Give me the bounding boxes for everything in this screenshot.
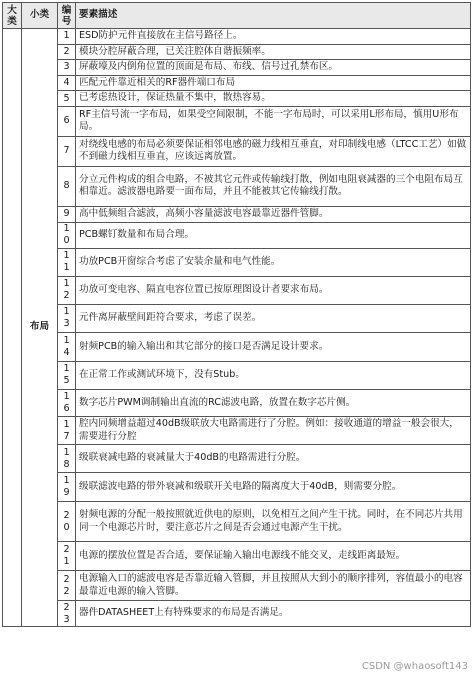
row-description: 匹配元件靠近相关的RF器件端口布局 <box>76 75 471 91</box>
header-minor-category: 小类 <box>22 3 58 29</box>
row-description: PCB螺钉数量和布局合理。 <box>76 222 471 248</box>
major-category-cell <box>3 29 22 627</box>
table-row <box>3 248 471 276</box>
row-description: 射频电源的分配一般按照就近供电的原则，以免相互之间产生干扰。同时，在不同芯片共用同一个电源芯片时，要注意芯片之间是否会通过电源产生干扰。 <box>76 502 471 542</box>
row-number: 6 <box>58 106 76 136</box>
row-number: 1 9 <box>58 473 76 502</box>
table-row <box>3 601 471 627</box>
row-description: 腔内同频增益超过40dB级联放大电路需进行了分腔。例如：接收通道的增益一般会很大，需要进行分腔 <box>76 416 471 444</box>
table-row <box>3 445 471 473</box>
row-number: 1 8 <box>58 445 76 473</box>
table-row <box>3 222 471 248</box>
table-row <box>3 542 471 571</box>
row-number: 9 <box>58 206 76 222</box>
table-row <box>3 416 471 444</box>
table-row <box>3 361 471 389</box>
row-description: 级联滤波电路的带外衰减和级联开关电路的隔离度大于40dB，则需要分腔。 <box>76 473 471 502</box>
table-row <box>3 304 471 332</box>
row-number: 7 <box>58 136 76 166</box>
row-number: 2 1 <box>58 542 76 571</box>
table-row <box>3 571 471 601</box>
table-row <box>3 332 471 361</box>
header-description: 要素描述 <box>76 3 471 29</box>
row-description: 功放可变电容、隔直电容位置已按原理图设计者要求布局。 <box>76 276 471 304</box>
layout-checklist-table <box>2 2 471 627</box>
row-number: 1 4 <box>58 332 76 361</box>
row-number: 5 <box>58 91 76 107</box>
table-row <box>3 106 471 136</box>
row-number: 8 <box>58 166 76 206</box>
row-number: 3 <box>58 60 76 76</box>
table-body <box>3 29 471 627</box>
table-header-row <box>3 3 471 29</box>
row-description: 功放PCB开窗综合考虑了安装余量和电气性能。 <box>76 248 471 276</box>
header-major-category: 大 类 <box>3 3 22 29</box>
row-description: 对绕线电感的布局必须要保证相邻电感的磁力线相互垂直，对印制线电感（LTCC工艺）如做不到磁力线相互垂直，应该远离放置。 <box>76 136 471 166</box>
table-row <box>3 75 471 91</box>
row-number: 2 <box>58 44 76 60</box>
table-row <box>3 276 471 304</box>
table-row <box>3 389 471 416</box>
table-row <box>3 91 471 107</box>
row-description: ESD防护元件直接放在主信号路径上。 <box>76 29 471 45</box>
row-number: 1 7 <box>58 416 76 444</box>
row-description: 屏蔽壕及内倒角位置的顶面是布局、布线、信号过孔禁布区。 <box>76 60 471 76</box>
row-number: 1 <box>58 29 76 45</box>
header-number: 编 号 <box>58 3 76 29</box>
table-row <box>3 502 471 542</box>
row-description: 射频PCB的输入输出和其它部分的接口是否满足设计要求。 <box>76 332 471 361</box>
table-row <box>3 136 471 166</box>
row-description: 在正常工作或测试环境下，没有Stub。 <box>76 361 471 389</box>
row-number: 1 5 <box>58 361 76 389</box>
table-row <box>3 206 471 222</box>
row-description: 数字芯片PWM调制输出直流的RC滤波电路，放置在数字芯片侧。 <box>76 389 471 416</box>
row-description: RF主信号流一字布局，如果受空间限制，不能一字布局时，可以采用L形布局，慎用U形布局。 <box>76 106 471 136</box>
row-number: 1 3 <box>58 304 76 332</box>
row-number: 1 6 <box>58 389 76 416</box>
row-number: 1 0 <box>58 222 76 248</box>
row-number: 2 0 <box>58 502 76 542</box>
row-number: 2 3 <box>58 601 76 627</box>
table-row <box>3 29 471 45</box>
table-row <box>3 60 471 76</box>
row-description: 电源的摆放位置是否合适，要保证输入输出电源线不能交叉，走线距离最短。 <box>76 542 471 571</box>
watermark: CSDN @whaosoft143 <box>361 661 468 672</box>
row-description: 电源输入口的滤波电容是否靠近输入管脚，并且按照从大到小的顺序排列，容值最小的电容最靠近电源的输入管脚。 <box>76 571 471 601</box>
row-description: 模块分腔屏蔽合理，已关注腔体自谐振频率。 <box>76 44 471 60</box>
minor-category-cell: 布局 <box>22 29 58 627</box>
table-row <box>3 44 471 60</box>
row-description: 高中低频组合滤波，高频小容量滤波电容最靠近器件管脚。 <box>76 206 471 222</box>
table-row <box>3 166 471 206</box>
row-description: 器件DATASHEET上有特殊要求的布局是否满足。 <box>76 601 471 627</box>
row-description: 级联衰减电路的衰减量大于40dB的电路需进行分腔。 <box>76 445 471 473</box>
row-description: 元件离屏蔽壁间距符合要求，考虑了误差。 <box>76 304 471 332</box>
row-number: 1 2 <box>58 276 76 304</box>
row-number: 4 <box>58 75 76 91</box>
row-number: 2 2 <box>58 571 76 601</box>
row-number: 1 1 <box>58 248 76 276</box>
table-row <box>3 473 471 502</box>
row-description: 分立元件构成的组合电路，不被其它元件或传输线打散，例如电阻衰减器的三个电阻布局互相靠近。滤波器电路要一面布局，并且不能被其它传输线打散。 <box>76 166 471 206</box>
row-description: 已考虑热设计，保证热量不集中，散热容易。 <box>76 91 471 107</box>
